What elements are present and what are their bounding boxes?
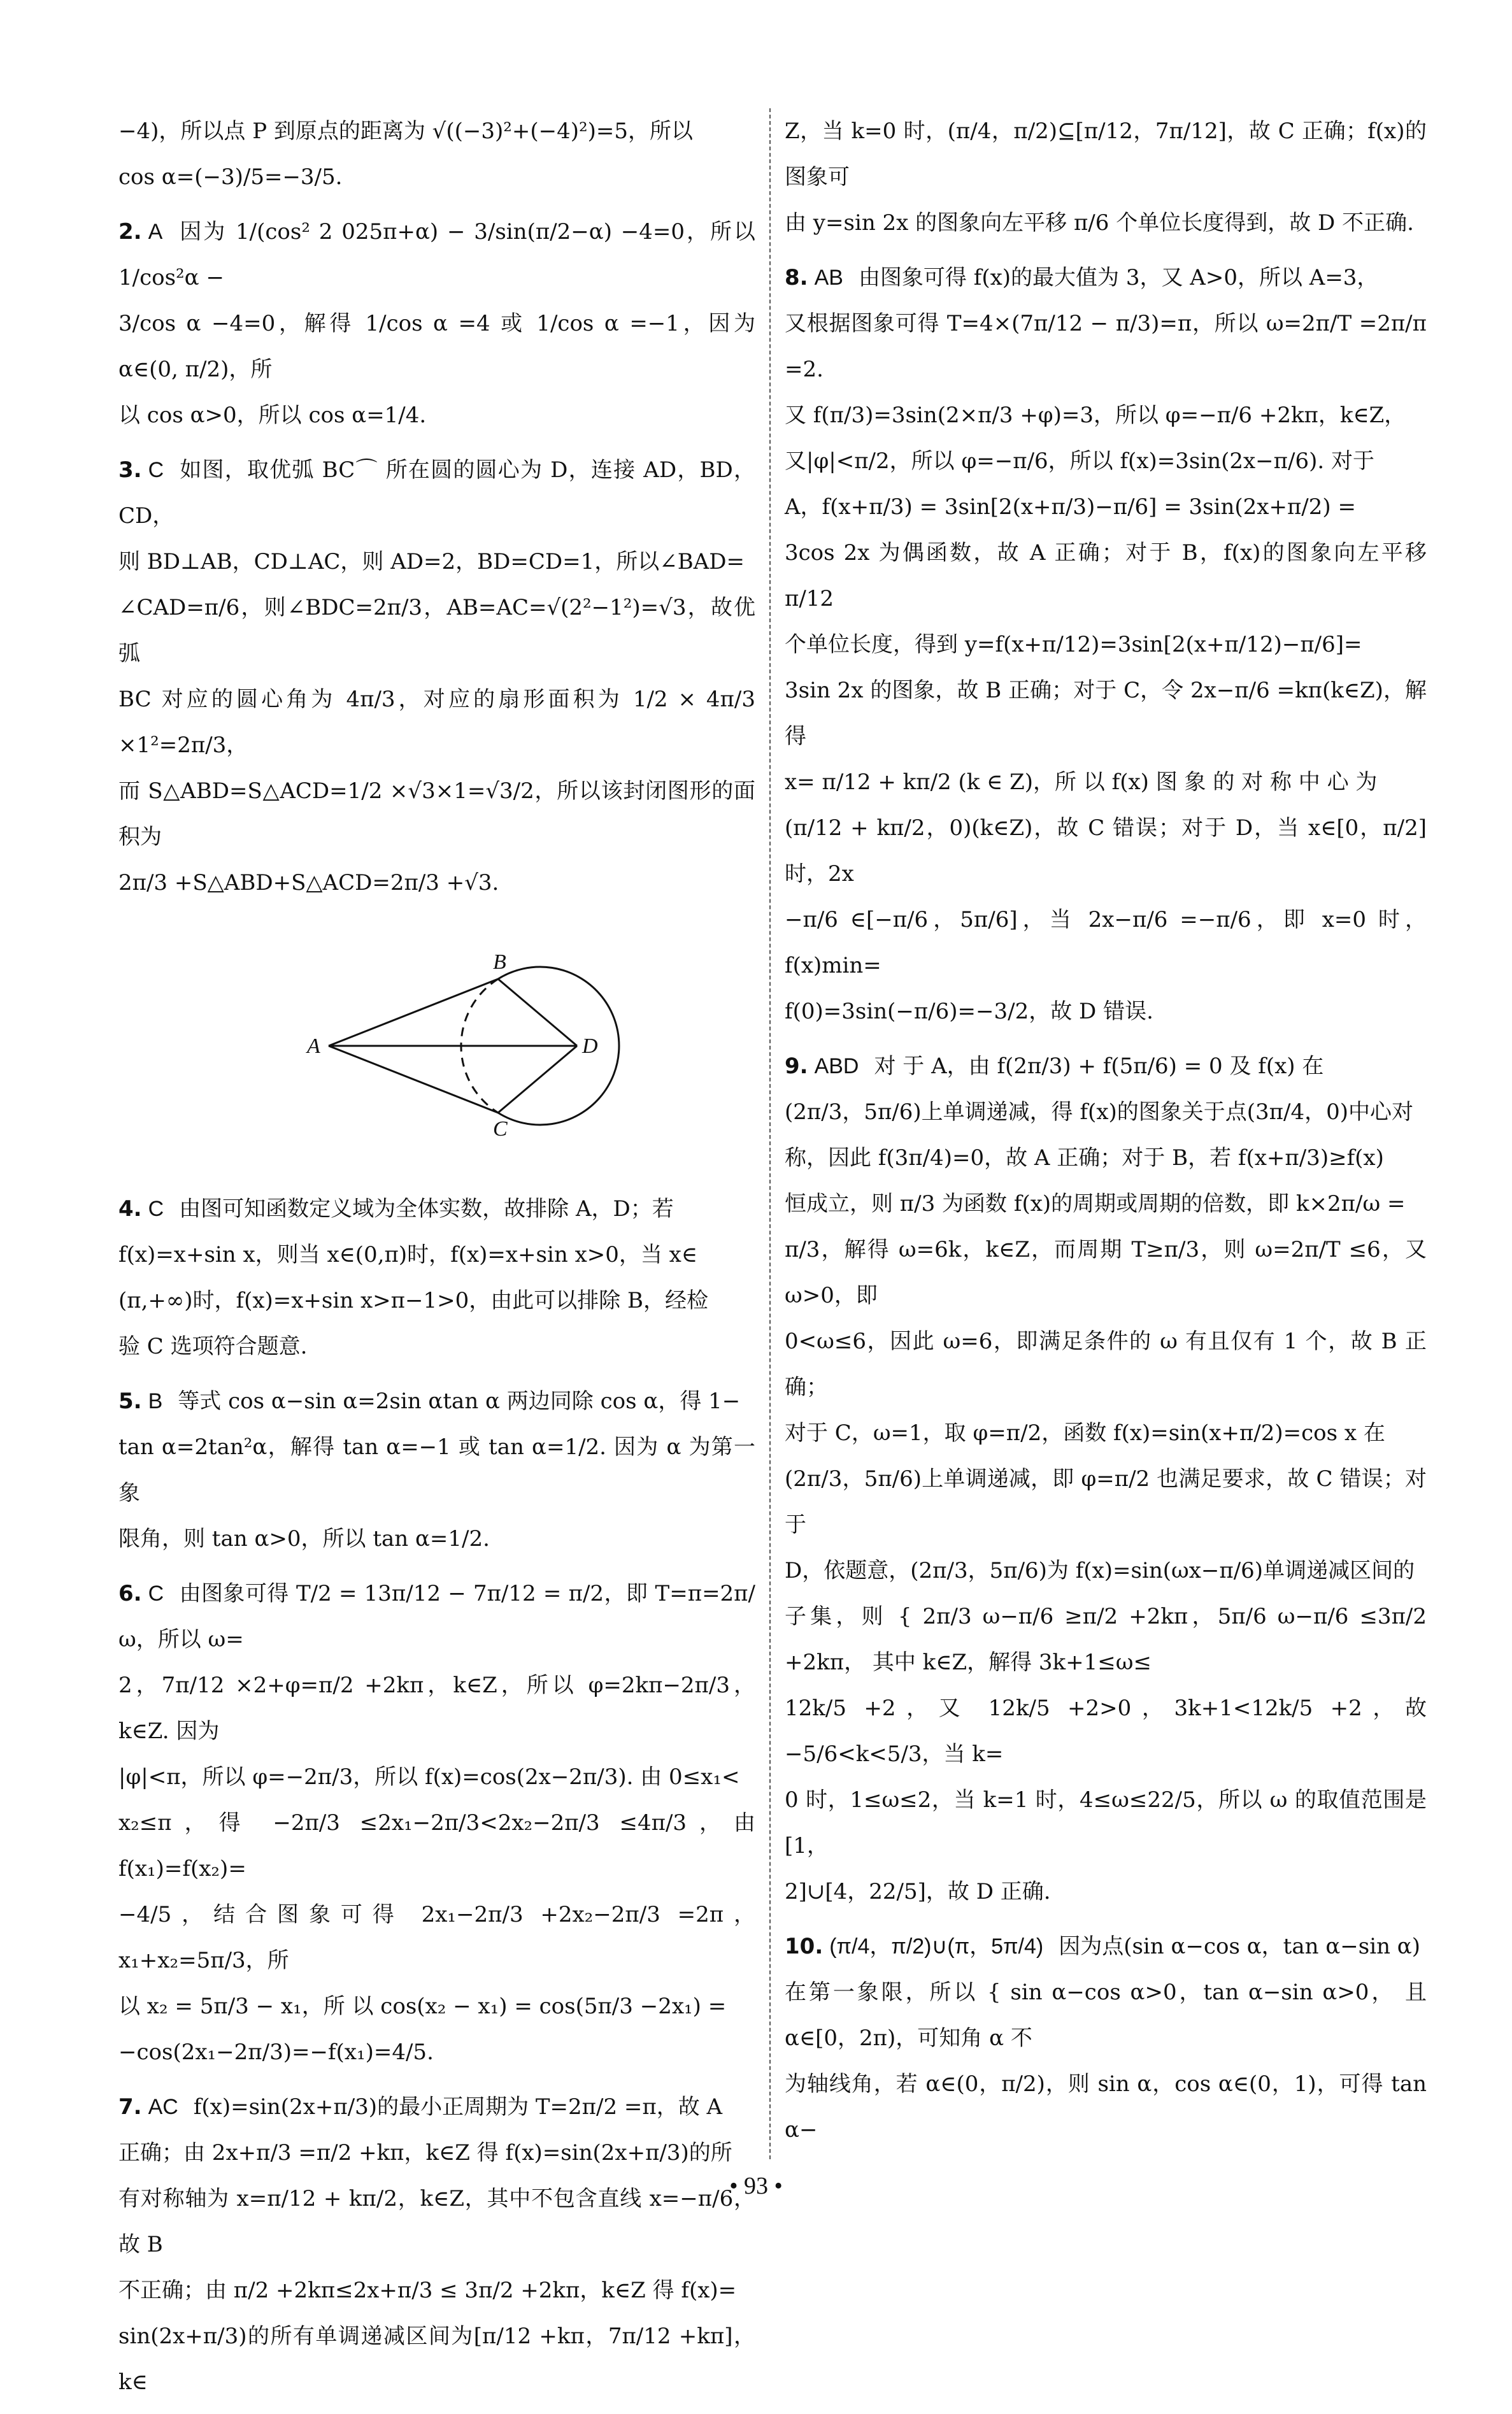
question-number: 8. [785, 265, 808, 290]
text-line: (π/12 + kπ/2，0)(k∈Z)，故 C 错误；对于 D，当 x∈[0，π/2]时，2x [785, 815, 1427, 887]
text-line: x= π/12 + kπ/2 (k ∈ Z)，所 以 f(x) 图 象 的 对 称 中 心 为 [785, 769, 1378, 795]
text-line [785, 1924, 1427, 1969]
text-line: π/3，解得 ω=6k，k∈Z，而周期 T≥π/3，则 ω=2π/T ≤6，又 ω>0，即 [785, 1237, 1427, 1308]
text-line: f(0)=3sin(−π/6)=−3/2，故 D 错误. [785, 999, 1153, 1024]
text-line: 3cos 2x 为偶函数，故 A 正确；对于 B，f(x)的图象向左平移 π/12 [785, 540, 1427, 611]
label-point-d: D [582, 1034, 598, 1058]
right-column [785, 108, 1427, 2162]
text-line: 12k/5 +2，又 12k/5 +2>0，3k+1<12k/5 +2，故 −5/6<k<5/3，当 k= [785, 1696, 1427, 1767]
question-8 [785, 255, 1427, 1034]
text-line: −4)，所以点 P 到原点的距离为 √((−3)²+(−4)²)=5，所以 [118, 118, 694, 144]
text-line: 又根据图象可得 T=4×(7π/12 − π/3)=π，所以 ω=2π/T =2π/π =2. [785, 311, 1427, 382]
label-point-a: A [307, 1034, 320, 1058]
text-line: −cos(2x₁−2π/3)=−f(x₁)=4/5. [118, 2039, 434, 2065]
text-line: 子集，则 { 2π/3 ω−π/6 ≥π/2 +2kπ，5π/6 ω−π/6 ≤3π/2 +2kπ， 其中 k∈Z，解得 3k+1≤ω≤ [785, 1604, 1427, 1675]
text-line: 个单位长度，得到 y=f(x+π/12)=3sin[2(x+π/12)−π/6]= [785, 632, 1362, 657]
text-line: 称，因此 f(3π/4)=0，故 A 正确；对于 B，若 f(x+π/3)≥f(x) [785, 1145, 1384, 1171]
text-line: 又 f(π/3)=3sin(2×π/3 +φ)=3，所以 φ=−π/6 +2kπ，k∈Z， [785, 403, 1406, 428]
answer-choice: (π/4，π/2)∪(π，5π/4) [829, 1934, 1044, 1959]
question-2 [118, 209, 755, 438]
text-line [118, 1186, 755, 1232]
solution-text: 因为点(sin α−cos α，tan α−sin α) [1059, 1934, 1421, 1959]
text-line: 2，7π/12 ×2+φ=π/2 +2kπ，k∈Z，所以 φ=2kπ−2π/3，k∈Z. 因为 [118, 1673, 755, 1744]
question-number: 9. [785, 1053, 808, 1079]
question-number: 10. [785, 1934, 824, 1959]
question-4 [118, 1186, 755, 1369]
text-line [118, 2084, 755, 2130]
solution-text: 对 于 A，由 f(2π/3) + f(5π/6) = 0 及 f(x) 在 [874, 1053, 1324, 1079]
answer-choice: B [148, 1389, 163, 1413]
question-6 [118, 1571, 755, 2075]
text-line: (2π/3，5π/6)上单调递减，即 φ=π/2 也满足要求，故 C 错误；对于 [785, 1466, 1427, 1538]
text-line [118, 209, 755, 301]
text-line: 对于 C，ω=1，取 φ=π/2，函数 f(x)=sin(x+π/2)=cos x 在 [785, 1420, 1385, 1446]
question-number: 2. [118, 219, 142, 245]
text-line: ∠CAD=π/6，则∠BDC=2π/3，AB=AC=√(2²−1²)=√3，故优弧 [118, 595, 755, 666]
text-line: 3sin 2x 的图象，故 B 正确；对于 C，令 2x−π/6 =kπ(k∈Z)，解得 [785, 678, 1427, 749]
column-divider [769, 108, 771, 2159]
solution-text: 由图可知函数定义域为全体实数，故排除 A，D；若 [179, 1196, 674, 1222]
text-line: tan α=2tan²α，解得 tan α=−1 或 tan α=1/2. 因为 α 为第一象 [118, 1434, 755, 1506]
question-number: 7. [118, 2094, 142, 2120]
segment-ac [329, 1046, 498, 1113]
text-line: 限角，则 tan α>0，所以 tan α=1/2. [118, 1526, 490, 1552]
page-number: • 93 • [729, 2173, 783, 2199]
text-line: 不正确；由 π/2 +2kπ≤2x+π/3 ≤ 3π/2 +2kπ，k∈Z 得 f(x)= [118, 2278, 737, 2303]
text-line: 在第一象限，所以 { sin α−cos α>0，tan α−sin α>0， 且 α∈[0，2π)，可知角 α 不 [785, 1980, 1427, 2051]
question-number: 3. [118, 457, 142, 483]
text-line [785, 255, 1427, 301]
text-line: (2π/3，5π/6)上单调递减，得 f(x)的图象关于点(3π/4，0)中心对 [785, 1099, 1413, 1125]
question-10 [785, 1924, 1427, 2153]
segment-cd [498, 1046, 577, 1113]
question-number: 5. [118, 1389, 142, 1414]
text-line: 由 y=sin 2x 的图象向左平移 π/6 个单位长度得到，故 D 不正确. [785, 210, 1414, 236]
solution-text: 由图象可得 T/2 = 13π/12 − 7π/12 = π/2，即 T=π=2π/ω，所以 ω= [118, 1581, 755, 1652]
left-column [118, 108, 755, 2414]
text-line: 则 BD⊥AB，CD⊥AC，则 AD=2，BD=CD=1，所以∠BAD= [118, 549, 745, 575]
text-line: 而 S△ABD=S△ACD=1/2 ×√3×1=√3/2，所以该封闭图形的面积为 [118, 778, 755, 850]
question-7 [118, 2084, 755, 2405]
answer-choice: AC [148, 2095, 178, 2119]
solution-text: 因为 1/(cos² 2 025π+α) − 3/sin(π/2−α) −4=0，所以 1/cos²α − [118, 219, 755, 290]
text-line [785, 1043, 1427, 1089]
label-point-b: B [493, 950, 506, 974]
text-line: cos α=(−3)/5=−3/5. [118, 164, 343, 190]
text-line: 有对称轴为 x=π/12 + kπ/2，k∈Z，其中不包含直线 x=−π/6，故 B [118, 2186, 755, 2257]
text-line: 0<ω≤6，因此 ω=6，即满足条件的 ω 有且仅有 1 个，故 B 正确； [785, 1329, 1427, 1400]
text-line: f(x)=x+sin x，则当 x∈(0,π)时，f(x)=x+sin x>0，当 x∈ [118, 1242, 698, 1268]
text-line: −4/5，结合图象可得 2x₁−2π/3 +2x₂−2π/3 =2π，x₁+x₂=5π/3，所 [118, 1902, 755, 1973]
answer-choice: ABD [814, 1054, 859, 1078]
question-7-continuation [785, 108, 1427, 246]
text-line: D，依题意，(2π/3，5π/6)为 f(x)=sin(ωx−π/6)单调递减区间的 [785, 1558, 1415, 1583]
text-line: 0 时，1≤ω≤2，当 k=1 时，4≤ω≤22/5，所以 ω 的取值范围是[1， [785, 1787, 1427, 1859]
solution-text: 由图象可得 f(x)的最大值为 3，又 A>0，所以 A=3， [858, 265, 1379, 290]
answer-choice: C [148, 1582, 164, 1606]
text-line: BC 对应的圆心角为 4π/3，对应的扇形面积为 1/2 × 4π/3 ×1²=2π/3， [118, 687, 755, 758]
segment-ab [329, 979, 498, 1046]
text-line: −π/6 ∈[−π/6，5π/6]，当 2x−π/6 =−π/6，即 x=0 时，f(x)min= [785, 907, 1427, 978]
answer-choice: A [148, 220, 163, 244]
text-line: 又|φ|<π/2，所以 φ=−π/6，所以 f(x)=3sin(2x−π/6). 对于 [785, 448, 1374, 474]
circle-tangent-diagram [118, 918, 755, 1173]
text-line: 以 x₂ = 5π/3 − x₁，所 以 cos(x₂ − x₁) = cos(5π/3 −2x₁) = [118, 1994, 727, 2019]
text-line: 验 C 选项符合题意. [118, 1334, 308, 1359]
text-line: 以 cos α>0，所以 cos α=1/4. [118, 403, 427, 428]
text-line: x₂≤π，得 −2π/3 ≤2x₁−2π/3<2x₂−2π/3 ≤4π/3，由 f(x₁)=f(x₂)= [118, 1810, 755, 1882]
intro-continuation [118, 108, 755, 200]
geometry-figure [118, 918, 755, 1173]
text-line [118, 447, 755, 539]
question-number: 6. [118, 1581, 142, 1606]
question-number: 4. [118, 1196, 142, 1222]
text-line: (π,+∞)时，f(x)=x+sin x>π−1>0，由此可以排除 B，经检 [118, 1288, 709, 1313]
text-line: 2]∪[4，22/5]，故 D 正确. [785, 1879, 1051, 1904]
text-line: A，f(x+π/3) = 3sin[2(x+π/3)−π/6] = 3sin(2x+π/2) = [785, 494, 1356, 520]
text-line: sin(2x+π/3)的所有单调递减区间为[π/12 +kπ，7π/12 +kπ]，k∈ [118, 2324, 755, 2395]
question-9 [785, 1043, 1427, 1915]
text-line: |φ|<π，所以 φ=−2π/3，所以 f(x)=cos(2x−2π/3). 由 0≤x₁< [118, 1764, 740, 1790]
text-line: Z，当 k=0 时，(π/4，π/2)⊆[π/12，7π/12]，故 C 正确；f(x)的图象可 [785, 118, 1427, 190]
text-line [118, 1571, 755, 1662]
answer-choice: C [148, 458, 164, 482]
answer-choice: C [148, 1197, 164, 1221]
text-line: 为轴线角，若 α∈(0，π/2)，则 sin α，cos α∈(0，1)，可得 tan α− [785, 2071, 1427, 2143]
question-5 [118, 1378, 755, 1562]
text-line: 2π/3 +S△ABD+S△ACD=2π/3 +√3. [118, 870, 499, 896]
question-3 [118, 447, 755, 1173]
text-line: 恒成立，则 π/3 为函数 f(x)的周期或周期的倍数，即 k×2π/ω = [785, 1191, 1406, 1217]
text-line: 3/cos α −4=0，解得 1/cos α =4 或 1/cos α =−1，因为 α∈(0, π/2)，所 [118, 311, 755, 382]
text-line [118, 1378, 755, 1424]
solution-text: f(x)=sin(2x+π/3)的最小正周期为 T=2π/2 =π，故 A [193, 2094, 723, 2120]
answer-choice: AB [814, 266, 843, 290]
segment-bd [498, 979, 577, 1046]
solution-text: 等式 cos α−sin α=2sin αtan α 两边同除 cos α，得 1− [178, 1389, 741, 1414]
text-line: 正确；由 2x+π/3 =π/2 +kπ，k∈Z 得 f(x)=sin(2x+π/3)的所 [118, 2140, 732, 2166]
label-point-c: C [493, 1117, 508, 1141]
solution-text: 如图，取优弧 BC⌒ 所在圆的圆心为 D，连接 AD，BD，CD， [118, 457, 755, 529]
